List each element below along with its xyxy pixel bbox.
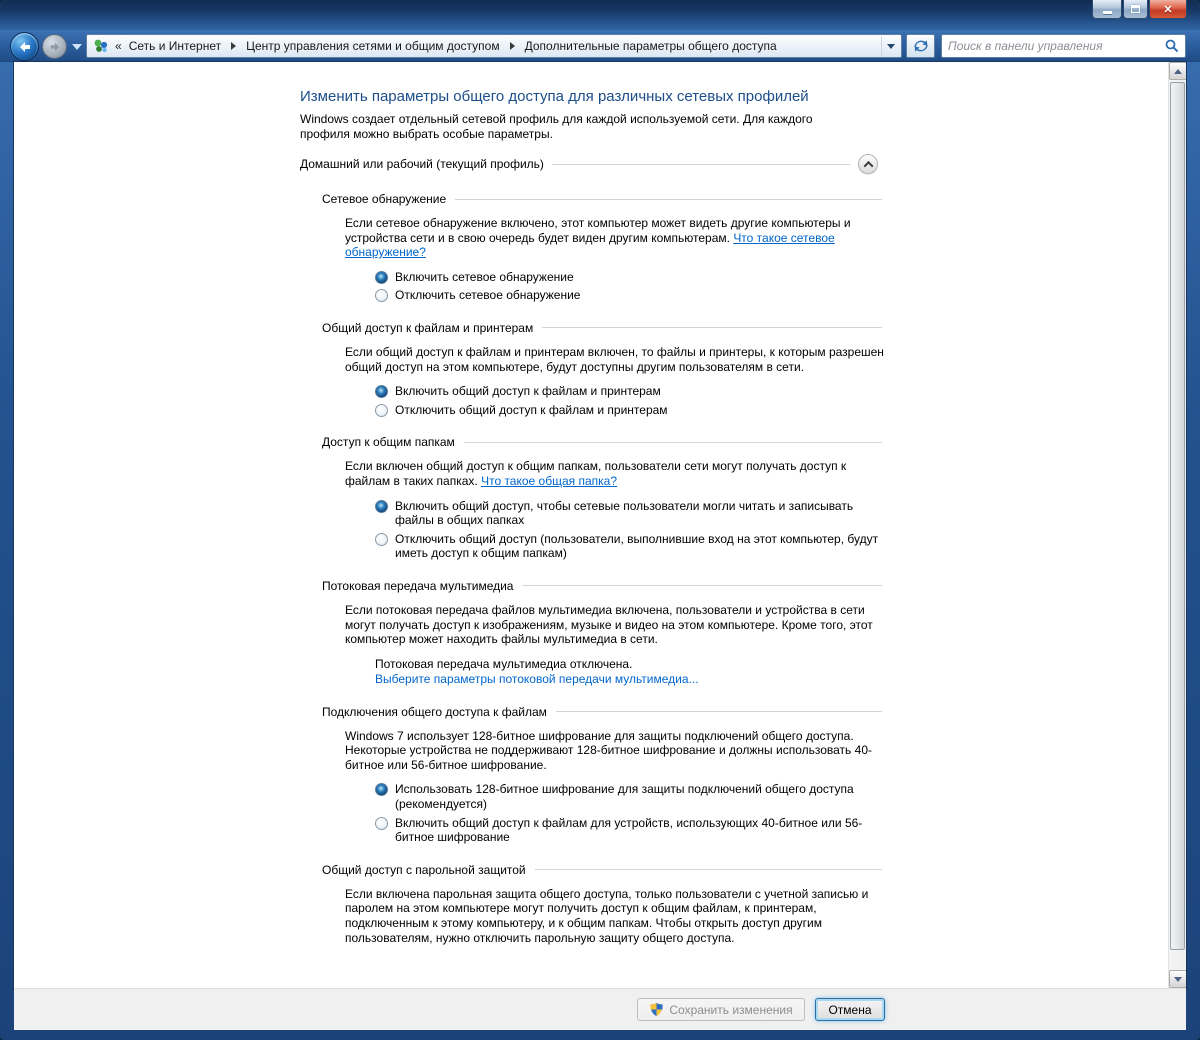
radio-label: Использовать 128-битное шифрование для защиты подключений общего доступа (рекомендуется) <box>395 782 854 812</box>
breadcrumb-overflow-chevrons[interactable]: « <box>115 39 121 53</box>
profile-group-label: Домашний или рабочий (текущий профиль) <box>300 157 544 171</box>
radio-option[interactable] <box>375 403 882 418</box>
footer-bar <box>14 988 1186 1030</box>
section-description: Если включен общий доступ к общим папкам, пользователи сети могут получать доступ к файлам в таких папках. Что такое общая папка? <box>345 459 847 488</box>
help-link-network-discovery[interactable]: Что такое сетевое обнаружение? <box>345 230 835 260</box>
section-media-streaming <box>322 579 882 687</box>
radio-label: Отключить сетевое обнаружение <box>395 288 581 303</box>
uac-shield-icon <box>649 1002 664 1017</box>
radio-label: Отключить общий доступ к файлам и принтерам <box>395 402 668 417</box>
radio-option[interactable] <box>375 782 882 811</box>
refresh-button[interactable] <box>906 34 935 58</box>
radio-label: Включить общий доступ к файлам для устройств, использующих 40-битное или 56-битное шифрование <box>395 815 863 845</box>
section-description: Если потоковая передача файлов мультимедиа включена, пользователи и устройства в сети могут получать доступ к изображениям, музыке и видео на этом компьютере. Кроме того, этот компьютер может находить файлы мультимедиа в сети. <box>345 602 873 647</box>
recent-pages-dropdown[interactable] <box>72 44 82 50</box>
section-title: Сетевое обнаружение <box>322 192 447 206</box>
option-group <box>375 384 882 417</box>
back-arrow-icon <box>18 41 32 53</box>
radio-button[interactable] <box>375 271 388 284</box>
maximize-button[interactable] <box>1123 0 1148 19</box>
section-file-sharing-connections <box>322 705 882 845</box>
minimize-button[interactable] <box>1092 0 1122 19</box>
chevron-up-icon <box>863 160 873 170</box>
breadcrumb-separator-icon <box>510 42 515 50</box>
forward-arrow-icon <box>49 42 61 52</box>
radio-option[interactable] <box>375 816 882 845</box>
breadcrumb-item-network-sharing-center[interactable]: Центр управления сетями и общим доступом <box>246 39 500 53</box>
cancel-button[interactable] <box>815 998 885 1021</box>
section-description: Если общий доступ к файлам и принтерам включен, то файлы и принтеры, к которым разрешен общий доступ на этом компьютере, будут доступны другим пользователям в сети. <box>345 344 884 374</box>
content-area <box>14 62 1186 988</box>
divider <box>535 869 882 870</box>
address-bar[interactable] <box>86 34 902 58</box>
section-description: Если включена парольная защита общего доступа, только пользователи с учетной записью и паролем на этом компьютере могут получить доступ к общим файлам, к принтерам, подключенным к этому компьютеру, и к общим папкам. Чтобы открыть доступ другим пользователям, нужно отключить парольную защиту общего доступа. <box>345 886 869 945</box>
close-icon: ✕ <box>1163 3 1173 16</box>
profile-group-header <box>300 154 878 174</box>
triangle-down-icon <box>1174 977 1182 982</box>
radio-label: Включить общий доступ, чтобы сетевые пользователи могли читать и записывать файлы в общих папках <box>395 498 854 528</box>
page-title: Изменить параметры общего доступа для различных сетевых профилей <box>300 88 809 105</box>
section-description: Если сетевое обнаружение включено, этот компьютер может видеть другие компьютеры и устройства сети и в свою очередь будет виден другим компьютерам. Что такое сетевое обнаружение? <box>345 216 851 260</box>
section-title: Потоковая передача мультимедиа <box>322 578 514 593</box>
help-link-public-folder[interactable]: Что такое общая папка? <box>481 473 618 488</box>
collapse-profile-button[interactable] <box>858 154 878 174</box>
radio-option[interactable] <box>375 532 882 561</box>
breadcrumb-separator-icon <box>231 42 236 50</box>
forward-button[interactable] <box>42 34 67 59</box>
media-streaming-status: Потоковая передача мультимедиа отключена. <box>375 656 633 671</box>
save-changes-button[interactable] <box>637 998 805 1021</box>
window-controls <box>1091 0 1187 19</box>
option-group <box>375 782 882 844</box>
section-title: Доступ к общим папкам <box>322 435 455 450</box>
scroll-down-button[interactable] <box>1169 970 1186 988</box>
section-description: Windows 7 использует 128-битное шифрование для защиты подключений общего доступа. Некоторые устройства не поддерживают 128-битное шифрование и должны использовать 40-битное или 56-битное шифрование. <box>345 728 872 772</box>
network-category-icon <box>93 38 109 54</box>
radio-option[interactable] <box>375 270 882 285</box>
refresh-icon <box>913 38 929 54</box>
radio-label: Включить общий доступ к файлам и принтерам <box>395 384 661 399</box>
back-button[interactable] <box>10 32 39 61</box>
section-file-printer-sharing <box>322 321 882 417</box>
radio-label: Включить сетевое обнаружение <box>395 269 574 284</box>
section-password-protected-sharing <box>322 863 882 945</box>
breadcrumb-item-network-internet[interactable]: Сеть и Интернет <box>128 39 222 53</box>
breadcrumb <box>125 36 881 56</box>
section-public-folder-sharing <box>322 435 882 561</box>
divider <box>542 327 882 328</box>
section-title: Общий доступ с парольной защитой <box>322 862 526 877</box>
save-changes-label: Сохранить изменения <box>669 1002 793 1017</box>
radio-label: Отключить общий доступ (пользователи, выполнившие вход на этот компьютер, будут иметь доступ к общим папкам) <box>395 531 879 561</box>
divider <box>455 199 882 200</box>
scrollbar-thumb[interactable] <box>1170 82 1185 950</box>
radio-button[interactable] <box>375 783 388 796</box>
page-intro: Windows создает отдельный сетевой профиль для каждой используемой сети. Для каждого профиля можно выбрать особые параметры. <box>300 112 813 141</box>
triangle-up-icon <box>1174 69 1182 74</box>
divider <box>464 442 882 443</box>
search-icon[interactable] <box>1165 39 1179 53</box>
scroll-up-button[interactable] <box>1169 62 1186 80</box>
settings-panel <box>14 62 1168 988</box>
section-title: Подключения общего доступа к файлам <box>322 704 547 719</box>
radio-button[interactable] <box>375 385 388 398</box>
divider <box>552 164 850 165</box>
cancel-label: Отмена <box>828 1002 872 1017</box>
section-network-discovery <box>322 192 882 303</box>
search-input[interactable] <box>948 39 1165 53</box>
radio-option[interactable] <box>375 384 882 399</box>
radio-option[interactable] <box>375 499 882 528</box>
divider <box>556 711 882 712</box>
address-dropdown-button[interactable] <box>881 36 899 56</box>
navigation-bar <box>0 30 1200 62</box>
radio-button[interactable] <box>375 533 388 546</box>
option-group <box>375 270 882 303</box>
chevron-down-icon <box>887 44 895 49</box>
maximize-icon <box>1131 5 1140 13</box>
title-bar <box>0 0 1200 30</box>
minimize-icon <box>1103 11 1112 14</box>
option-group <box>375 499 882 561</box>
breadcrumb-item-advanced-sharing-settings[interactable]: Дополнительные параметры общего доступа <box>524 39 777 53</box>
media-streaming-status-block <box>375 657 882 687</box>
close-button[interactable] <box>1149 0 1187 19</box>
radio-button[interactable] <box>375 289 388 302</box>
radio-button[interactable] <box>375 817 388 830</box>
media-streaming-options-link[interactable]: Выберите параметры потоковой передачи мультимедиа... <box>375 671 699 686</box>
radio-option[interactable] <box>375 288 882 303</box>
radio-button[interactable] <box>375 404 388 417</box>
vertical-scrollbar[interactable] <box>1168 62 1186 988</box>
radio-button[interactable] <box>375 500 388 513</box>
section-title: Общий доступ к файлам и принтерам <box>322 320 534 335</box>
search-box <box>941 34 1186 58</box>
divider <box>522 585 882 586</box>
